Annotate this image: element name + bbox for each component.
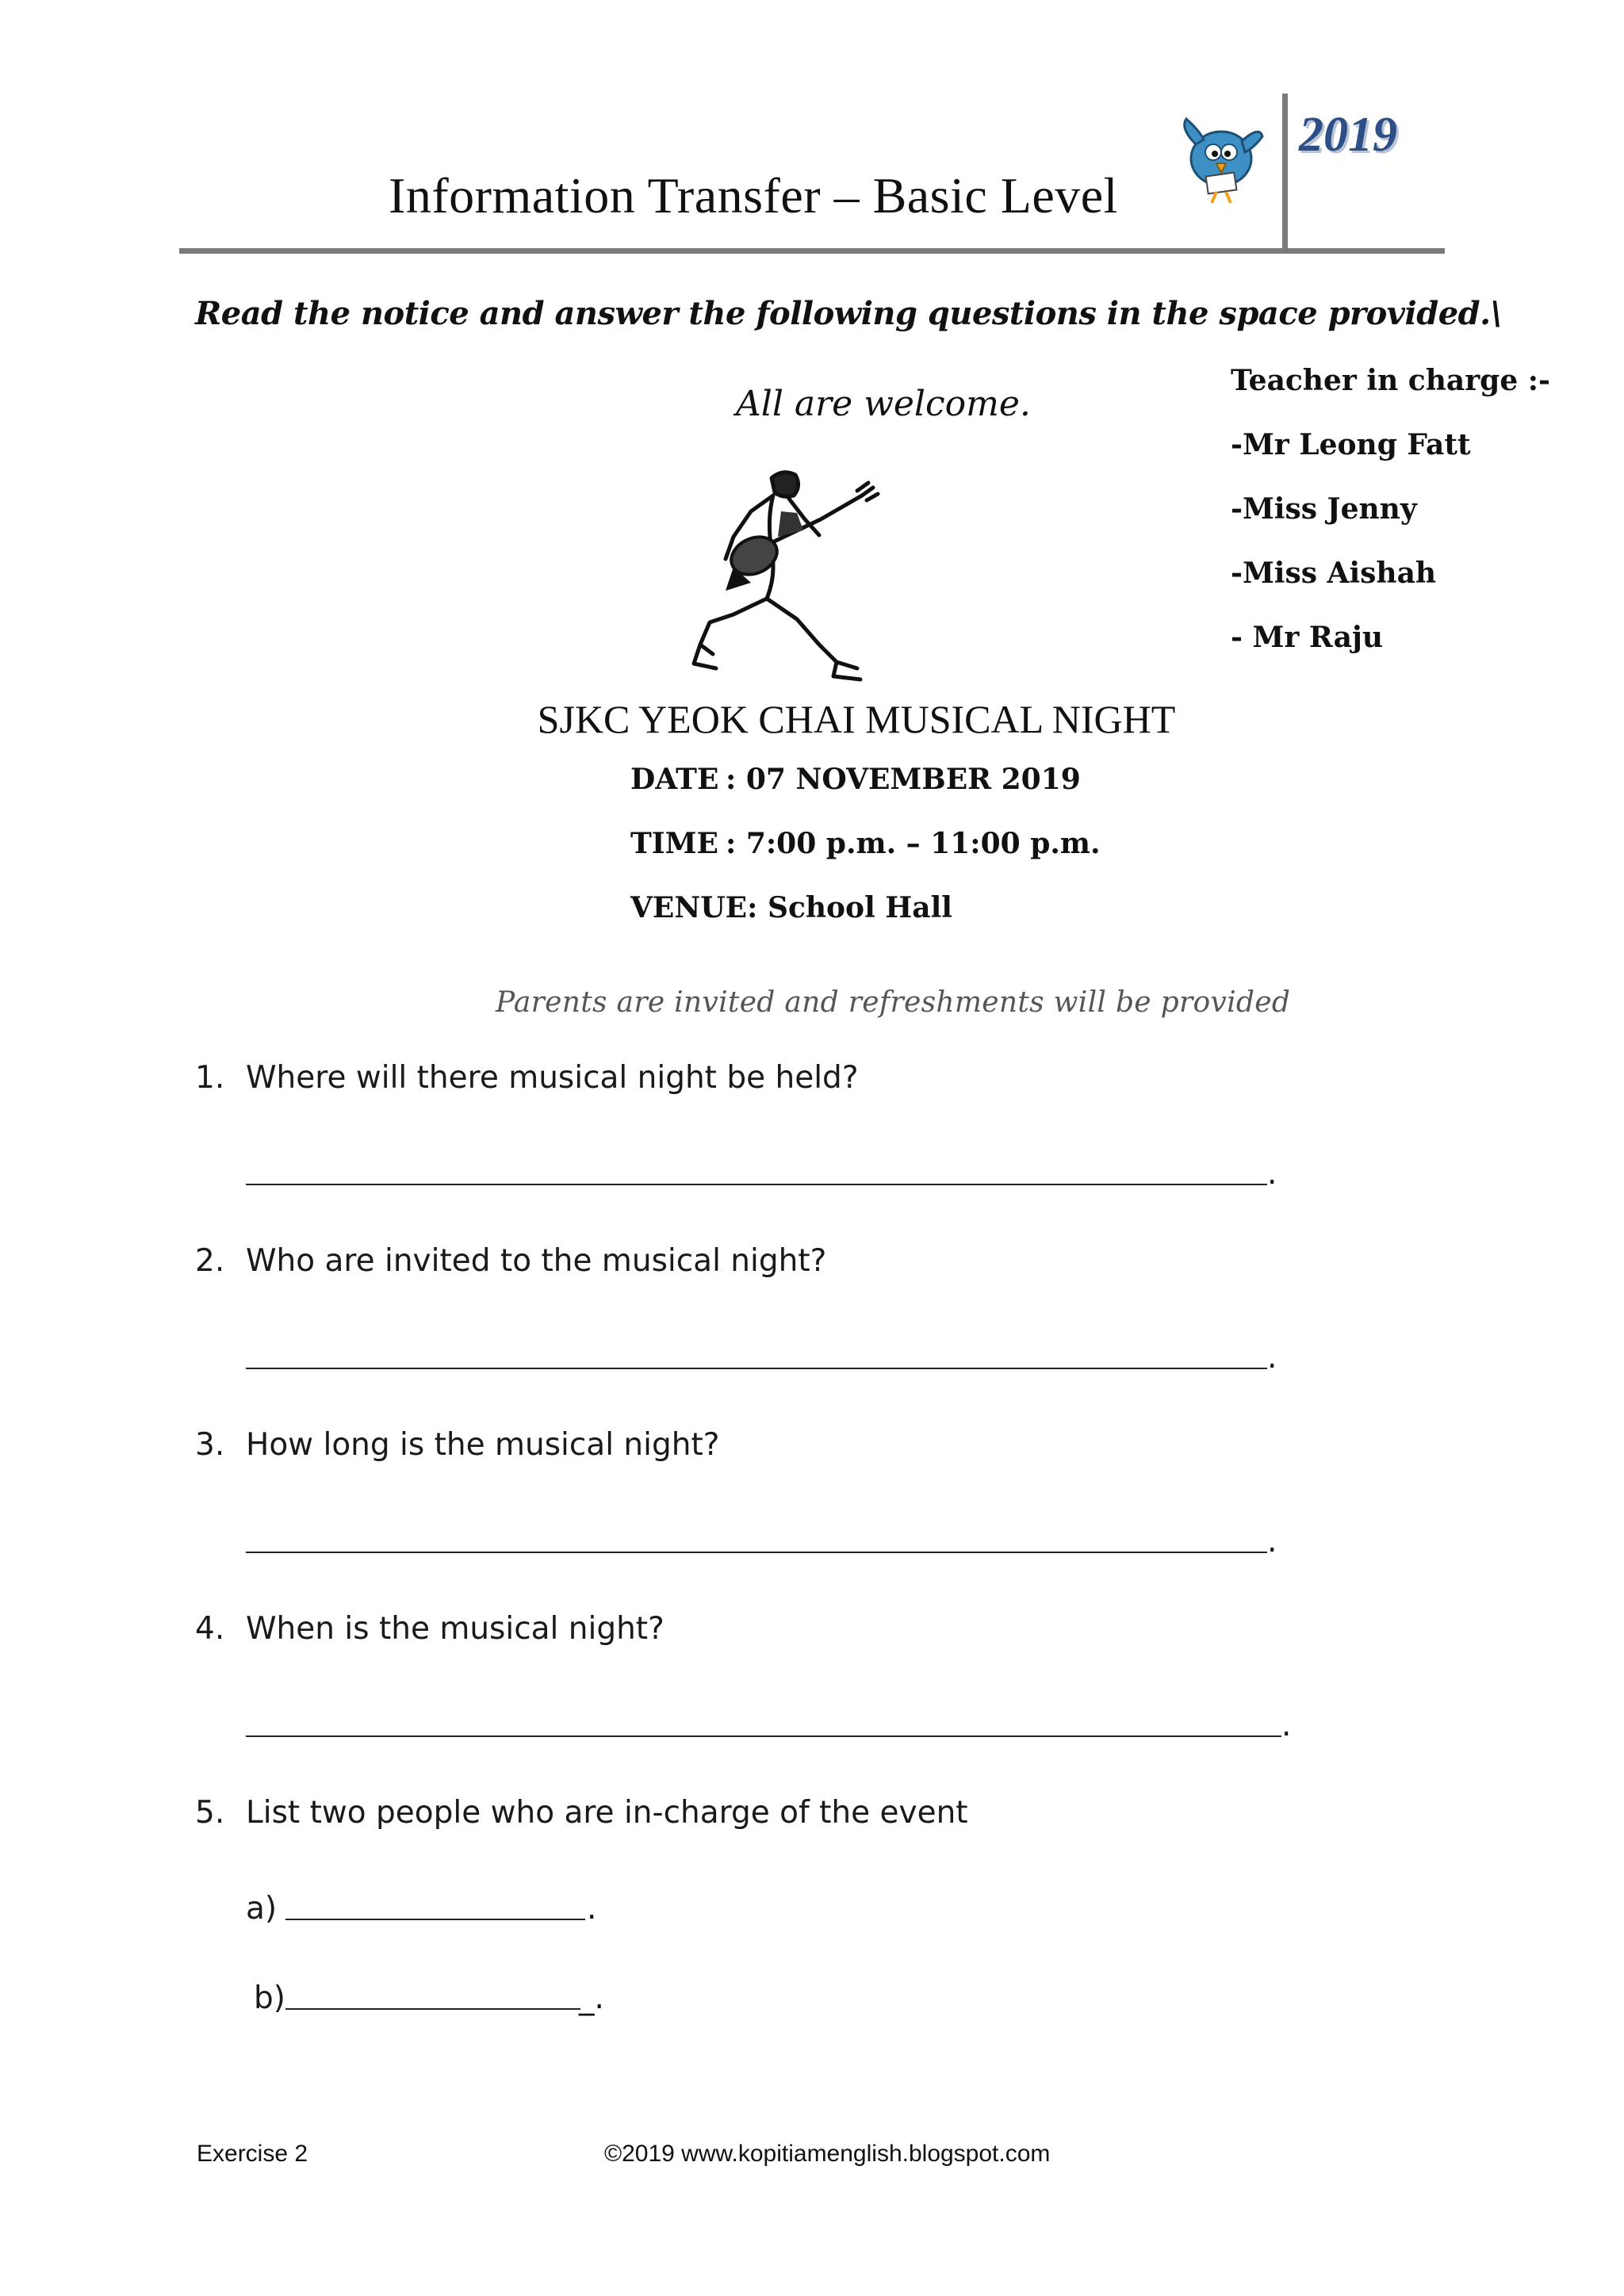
sub-answer-a-line[interactable] [285,1919,585,1920]
teacher-list [1231,361,1550,682]
question-number: 3. [195,1427,225,1463]
year-label: 2019 [1299,108,1397,162]
bird-icon [1172,113,1267,206]
welcome-text: All are welcome. [736,384,1031,424]
instruction-text: Read the notice and answer the following questions in the space provided.\ [195,295,1502,332]
answer-line-4[interactable] [246,1735,1281,1737]
answer-line-3[interactable] [246,1552,1267,1553]
teacher-name: -Mr Leong Fatt [1231,428,1471,461]
question-text: Where will there musical night be held? [246,1060,859,1096]
question-text: Who are invited to the musical night? [246,1243,827,1279]
question-number: 2. [195,1243,225,1279]
page-title: Information Transfer – Basic Level [389,167,1118,224]
event-time-row [630,824,1101,888]
sub-answer-b-line[interactable] [285,2008,580,2010]
teacher-name: - Mr Raju [1231,621,1384,654]
sub-answer-b-label: b) [254,1980,285,2016]
answer-terminator: . [1267,1340,1277,1376]
answer-line-1[interactable] [246,1184,1267,1185]
question-3 [195,1427,719,1463]
footer-copyright: ©2019 www.kopitiamenglish.blogspot.com [604,2141,1051,2167]
teacher-heading: Teacher in charge :- [1231,364,1550,397]
time-value: : 7:00 p.m. – 11:00 p.m. [726,827,1101,860]
question-2 [195,1243,826,1279]
question-text: When is the musical night? [246,1611,665,1647]
question-number: 5. [195,1795,225,1831]
answer-line-2[interactable] [246,1368,1267,1369]
header-divider [179,248,1445,254]
teacher-name: -Miss Aishah [1231,557,1437,590]
header-vertical-divider [1282,94,1288,251]
guitarist-icon [678,464,884,686]
notice-note: Parents are invited and refreshments will be provided [496,986,1291,1019]
question-1 [195,1060,859,1096]
question-5 [195,1795,968,1831]
teacher-name: -Miss Jenny [1231,492,1417,526]
footer-exercise-label: Exercise 2 [197,2141,308,2167]
date-value: : 07 NOVEMBER 2019 [726,763,1081,796]
venue-label: VENUE: [630,891,758,924]
event-details [630,760,1101,952]
answer-terminator: . [1281,1708,1292,1743]
sub-answer-a-terminator: . [587,1891,597,1927]
question-number: 4. [195,1611,225,1647]
sub-answer-b-terminator: _. [579,1980,604,2016]
question-number: 1. [195,1060,225,1096]
sub-answer-a-label: a) [246,1891,278,1927]
date-label: DATE [630,763,719,796]
question-text: List two people who are in-charge of the event [246,1795,968,1831]
question-text: How long is the musical night? [246,1427,720,1463]
question-4 [195,1611,665,1647]
time-label: TIME [630,827,718,860]
answer-terminator: . [1267,1156,1277,1192]
event-title: SJKC YEOK CHAI MUSICAL NIGHT [537,697,1176,741]
venue-value: School Hall [767,891,952,924]
answer-terminator: . [1267,1524,1277,1559]
event-date-row [630,760,1101,824]
event-venue-row [630,888,1101,952]
